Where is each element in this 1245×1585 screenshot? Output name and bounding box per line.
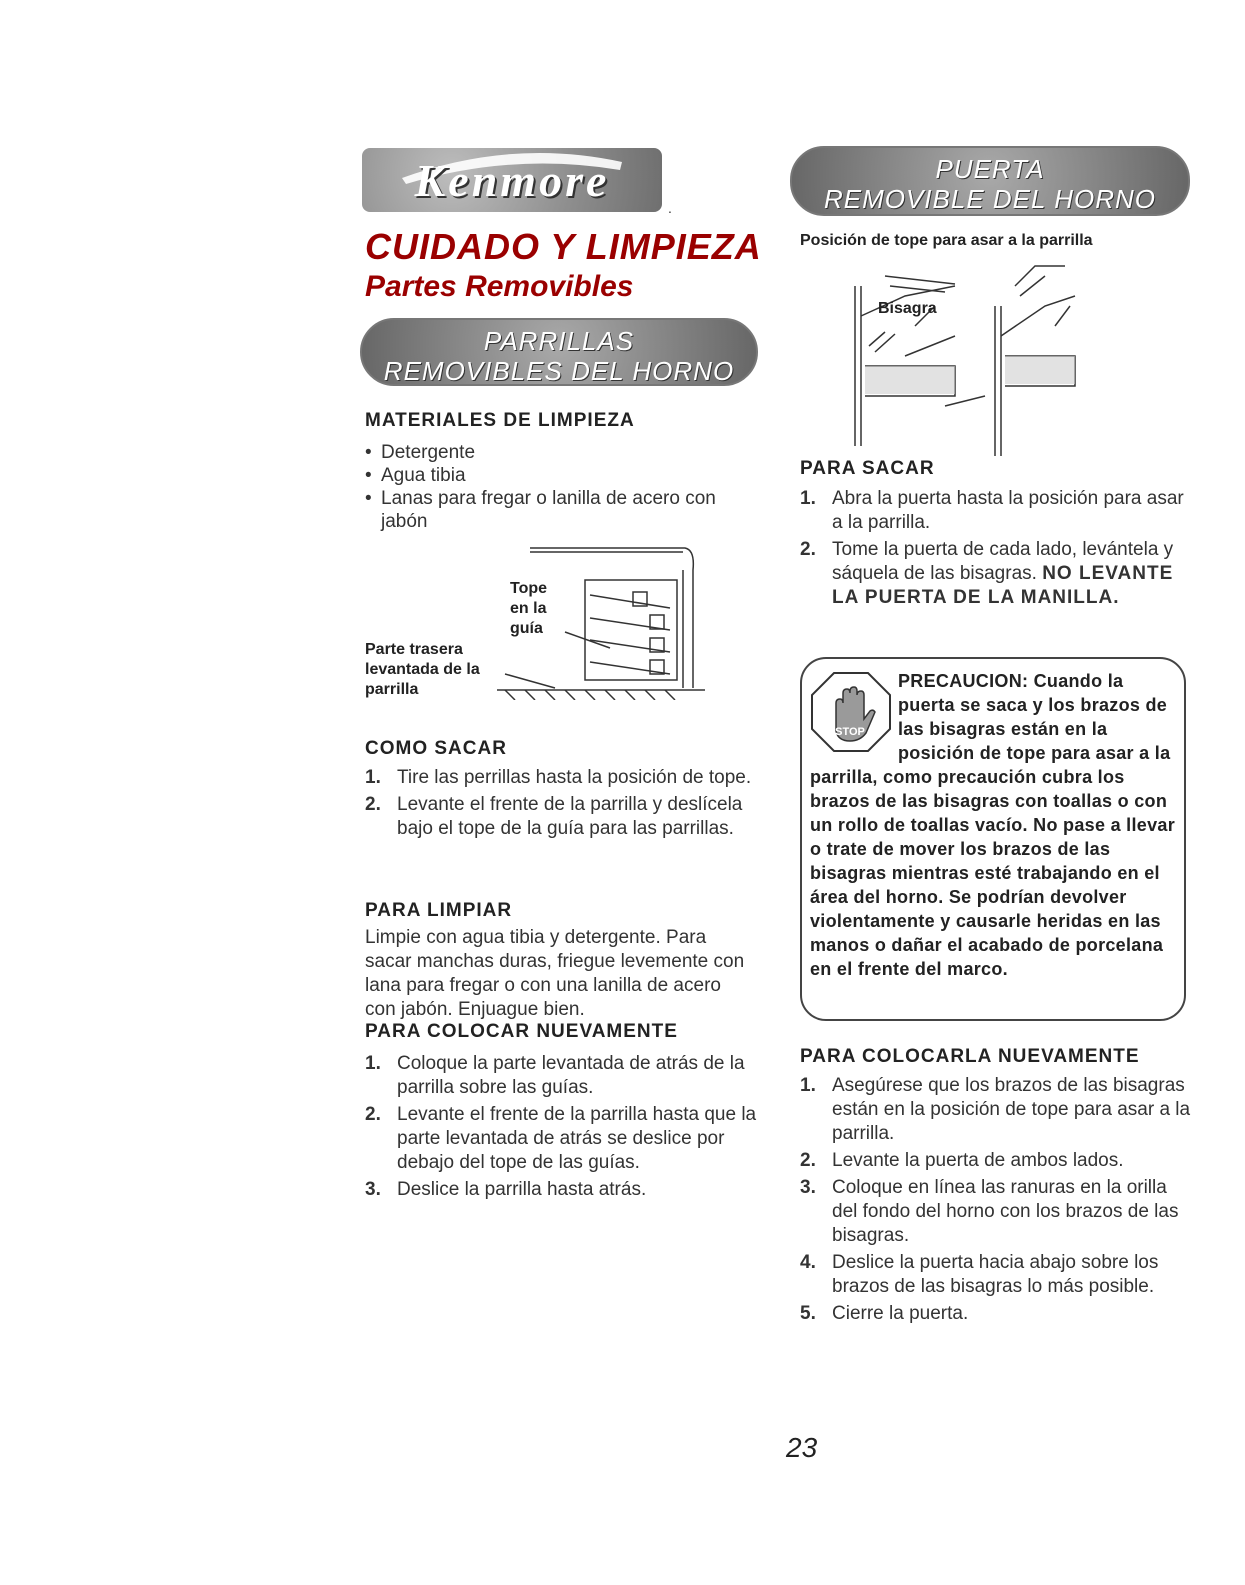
remove-racks-steps	[365, 766, 765, 844]
list-item: 4. Deslice la puerta hacia abajo sobre los brazos de las bisagras lo más posible.	[800, 1252, 1159, 1297]
door-figure-caption: Posición de tope para asar a la parrilla	[800, 232, 1093, 249]
logo-text: Kenmore	[414, 155, 610, 206]
list-item: 3. Deslice la parrilla hasta atrás.	[365, 1179, 647, 1200]
list-item: • Lanas para fregar o lanilla de acero con jabón	[365, 487, 765, 533]
clean-heading: PARA LIMPIAR	[365, 900, 513, 921]
page-subtitle: Partes Removibles	[365, 270, 634, 303]
label-levantada: levantada de la	[365, 661, 480, 678]
stop-label: STOP	[835, 726, 865, 738]
banner-line-1: PARRILLAS	[483, 326, 635, 356]
caution-box	[800, 657, 1186, 1021]
section-banner-racks	[360, 318, 758, 386]
list-item: 2. Levante el frente de la parrilla y deslícela bajo el tope de la guía para las parrillas.	[365, 794, 743, 839]
page-number: 23	[786, 1432, 818, 1463]
list-item: 1. Abra la puerta hasta la posición para asar a la parrilla.	[800, 488, 1184, 533]
materials-heading: MATERIALES DE LIMPIEZA	[365, 410, 635, 431]
caution-text: PRECAUCION: Cuando la puerta se saca y los brazos de las bisagras están en la posición de tope para asar a la parrilla, como precaución cubra los brazos de las bisagras con toallas o con un rollo de toallas vacío. No pase a llevar o trate de mover los brazos de las bisagras mientras esté trabajando en el área del horno. Se podrían devolver violentamente y causarle heridas en las manos o dañar el acabado de porcelana en el frente del marco.	[810, 671, 1176, 979]
list-item: • Agua tibia	[365, 464, 765, 487]
list-item: 3. Coloque en línea las ranuras en la orilla del fondo del horno con los brazos de las bisagras.	[800, 1177, 1179, 1246]
remove-door-steps	[800, 487, 1195, 613]
logo-registered-mark: .	[668, 200, 672, 216]
list-item: 2. Levante el frente de la parrilla hasta que la parte levantada de atrás se deslice por debajo del tope de las guías.	[365, 1104, 757, 1173]
hinge-label: Bisagra	[878, 300, 937, 317]
list-item: • Detergente	[365, 441, 765, 464]
label-en-la: en la	[510, 600, 547, 617]
replace-door-heading: PARA COLOCARLA NUEVAMENTE	[800, 1046, 1140, 1067]
list-item: 2. Tome la puerta de cada lado, levántela y sáquela de las bisagras. NO LEVANTE LA PUERTA DE LA MANILLA.	[800, 539, 1174, 608]
list-item: 5. Cierre la puerta.	[800, 1303, 969, 1324]
label-parrilla: parrilla	[365, 681, 419, 698]
door-hinge-illustration	[845, 256, 1085, 456]
label-parte-trasera: Parte trasera	[365, 641, 463, 658]
page-title: CUIDADO Y LIMPIEZA	[365, 226, 762, 267]
list-item: 1. Asegúrese que los brazos de las bisagras están en la posición de tope para asar a la parrilla.	[800, 1075, 1191, 1144]
clean-text: Limpie con agua tibia y detergente. Para sacar manchas duras, friegue levemente con lana para fregar o con una lanilla de acero con jabón. Enjuague bien.	[365, 927, 745, 1020]
section-banner-door	[790, 146, 1190, 216]
banner-line-1: PUERTA	[935, 154, 1045, 184]
stop-hand-icon	[810, 669, 892, 755]
list-item: 2. Levante la puerta de ambos lados.	[800, 1150, 1124, 1171]
banner-line-2: REMOVIBLES DEL HORNO	[383, 356, 735, 386]
label-tope: Tope	[510, 580, 548, 597]
remove-racks-heading: COMO SACAR	[365, 738, 507, 759]
door-warning: NO LEVANTE LA PUERTA DE LA MANILLA.	[832, 563, 1174, 608]
banner-line-2: REMOVIBLE DEL HORNO	[823, 184, 1157, 214]
list-item: 1. Coloque la parte levantada de atrás de la parrilla sobre las guías.	[365, 1053, 745, 1098]
replace-door-steps	[800, 1074, 1195, 1329]
label-guia: guía	[510, 620, 543, 637]
kenmore-logo	[362, 148, 662, 212]
remove-door-heading: PARA SACAR	[800, 458, 935, 479]
materials-list	[365, 441, 765, 533]
replace-racks-heading: PARA COLOCAR NUEVAMENTE	[365, 1021, 678, 1042]
list-item: 1. Tire las perrillas hasta la posición de tope.	[365, 767, 752, 788]
replace-racks-steps	[365, 1052, 760, 1205]
